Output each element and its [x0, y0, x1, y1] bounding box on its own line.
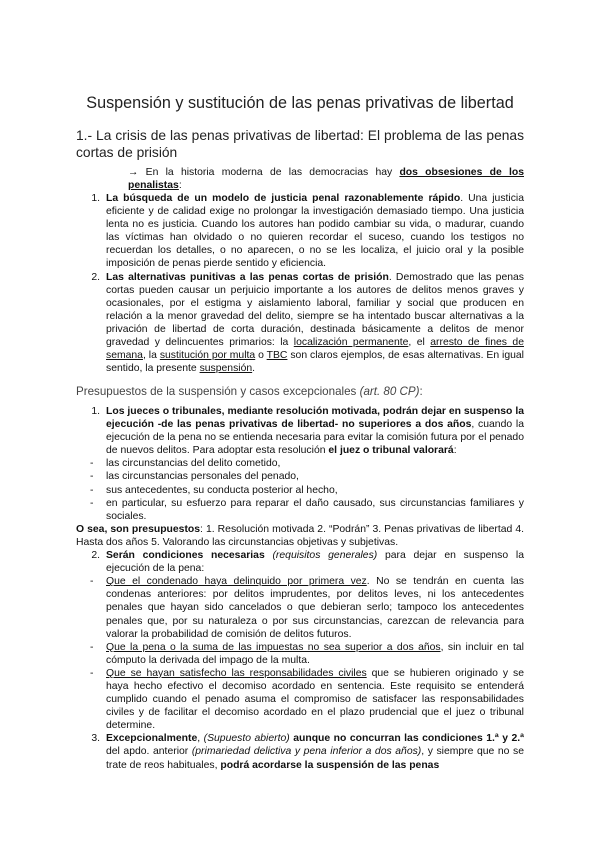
intro-paragraph: → En la historia moderna de las democracias hay dos obsesiones de los penalistas:: [128, 167, 524, 192]
section-heading-2: Presupuestos de la suspensión y casos excepcionales (art. 80 CP):: [76, 385, 423, 398]
dash-item: - las circunstancias del delito cometido,: [90, 458, 281, 470]
list-item: 1. Los jueces o tribunales, mediante resolución motivada, podrán dejar en suspenso la ejecución -de las penas privativas de libertad- no superiores a dos años, cuando la ejecución de la pena no se entienda necesaria para evitar la comisión futura por el penado de nuevos delitos. Para adoptar esta resolución el juez o tribunal valorará:: [91, 406, 524, 457]
arrow-icon: →: [128, 167, 139, 178]
dash-item: - en particular, su esfuerzo para reparar el daño causado, sus circunstancias familiares y sociales.: [90, 497, 524, 522]
list-item: 2. Serán condiciones necesarias (requisitos generales) para dejar en suspenso la ejecución de la pena:: [91, 550, 524, 575]
list-item: 1. La búsqueda de un modelo de justicia penal razonablemente rápido. Una justicia eficiente y de calidad exige no prolongar la investigación demasiado tiempo. Una justicia lenta no es justicia. Cuando los autores han podido cambiar su vida, o madurar, cuando las víctimas han olvidado o no quieren recordar el suceso, cuando los testigos no recuerdan los detalles, o no aparecen, o no se les localiza, el juicio oral y la posible imposición de penas pierde sentido y eficiencia.: [91, 193, 524, 270]
dash-item: - Que se hayan satisfecho las responsabilidades civiles que se hubieren originado y se haya hecho efectivo el decomiso acordado en sentencia. Este requisito se entenderá cumplido cuando el penado asuma el compromiso de satisfacer las responsabilidades civiles y de facilitar el decomiso acordado en el plazo prudencial que el juez o tribunal determine.: [90, 667, 524, 732]
dash-item: - Que el condenado haya delinquido por primera vez. No se tendrán en cuenta las condenas anteriores: por delitos imprudentes, por delitos leves, ni los antecedentes penales que hayan sido cancelados o que debieran serlo; tampoco los antecedentes penales que, por su naturaleza o por sus circunstancias, carezcan de relevancia para valorar la probabilidad de comisión de delitos futuros.: [90, 576, 524, 640]
list-item: 3. Excepcionalmente, (Supuesto abierto) aunque no concurran las condiciones 1.ª y 2.ª del apdo. anterior (primariedad delictiva y pena inferior a dos años), y siempre que no se trate de reos habituales, podrá acordarse la suspensión de las penas: [91, 733, 525, 771]
requirements-section: [76, 405, 524, 772]
key-phrase: dos obsesiones de los penalistas: [128, 167, 524, 192]
document-title: Suspensión y sustitución de las penas privativas de libertad: [86, 94, 514, 112]
obsessions-list: [76, 192, 524, 375]
section-heading-1: 1.- La crisis de las penas privativas de libertad: El problema de las penas cortas de prisión: [76, 128, 524, 160]
dash-item: - sus antecedentes, su conducta posterior al hecho,: [90, 484, 338, 496]
dash-item: - las circunstancias personales del penado,: [90, 471, 299, 483]
list-item: 2. Las alternativas punitivas a las penas cortas de prisión. Demostrado que las penas cortas pueden causar un perjuicio importante a los autores de delitos menos graves y ocasionales, por el estigma y aislamiento laboral, familiar y social que producen en relación a la menor gravedad del delito, siempre se ha intentado buscar alternativas a la privación de libertad de corta duración, destinada básicamente a delitos de menor gravedad y delincuentes primarios: la localización permanente, el arresto de fines de semana, la sustitución por multa o TBC son claros ejemplos, de esas alternativas. En igual sentido, la presente suspensión.: [91, 271, 524, 375]
summary-paragraph: O sea, son presupuestos: 1. Resolución motivada 2. “Podrán” 3. Penas privativas de libertad 4. Hasta dos años 5. Valorando las circunstancias objetivas y subjetivas.: [76, 523, 524, 548]
dash-item: - Que la pena o la suma de las impuestas no sea superior a dos años, sin incluir en tal cómputo la derivada del impago de la multa.: [90, 641, 524, 666]
